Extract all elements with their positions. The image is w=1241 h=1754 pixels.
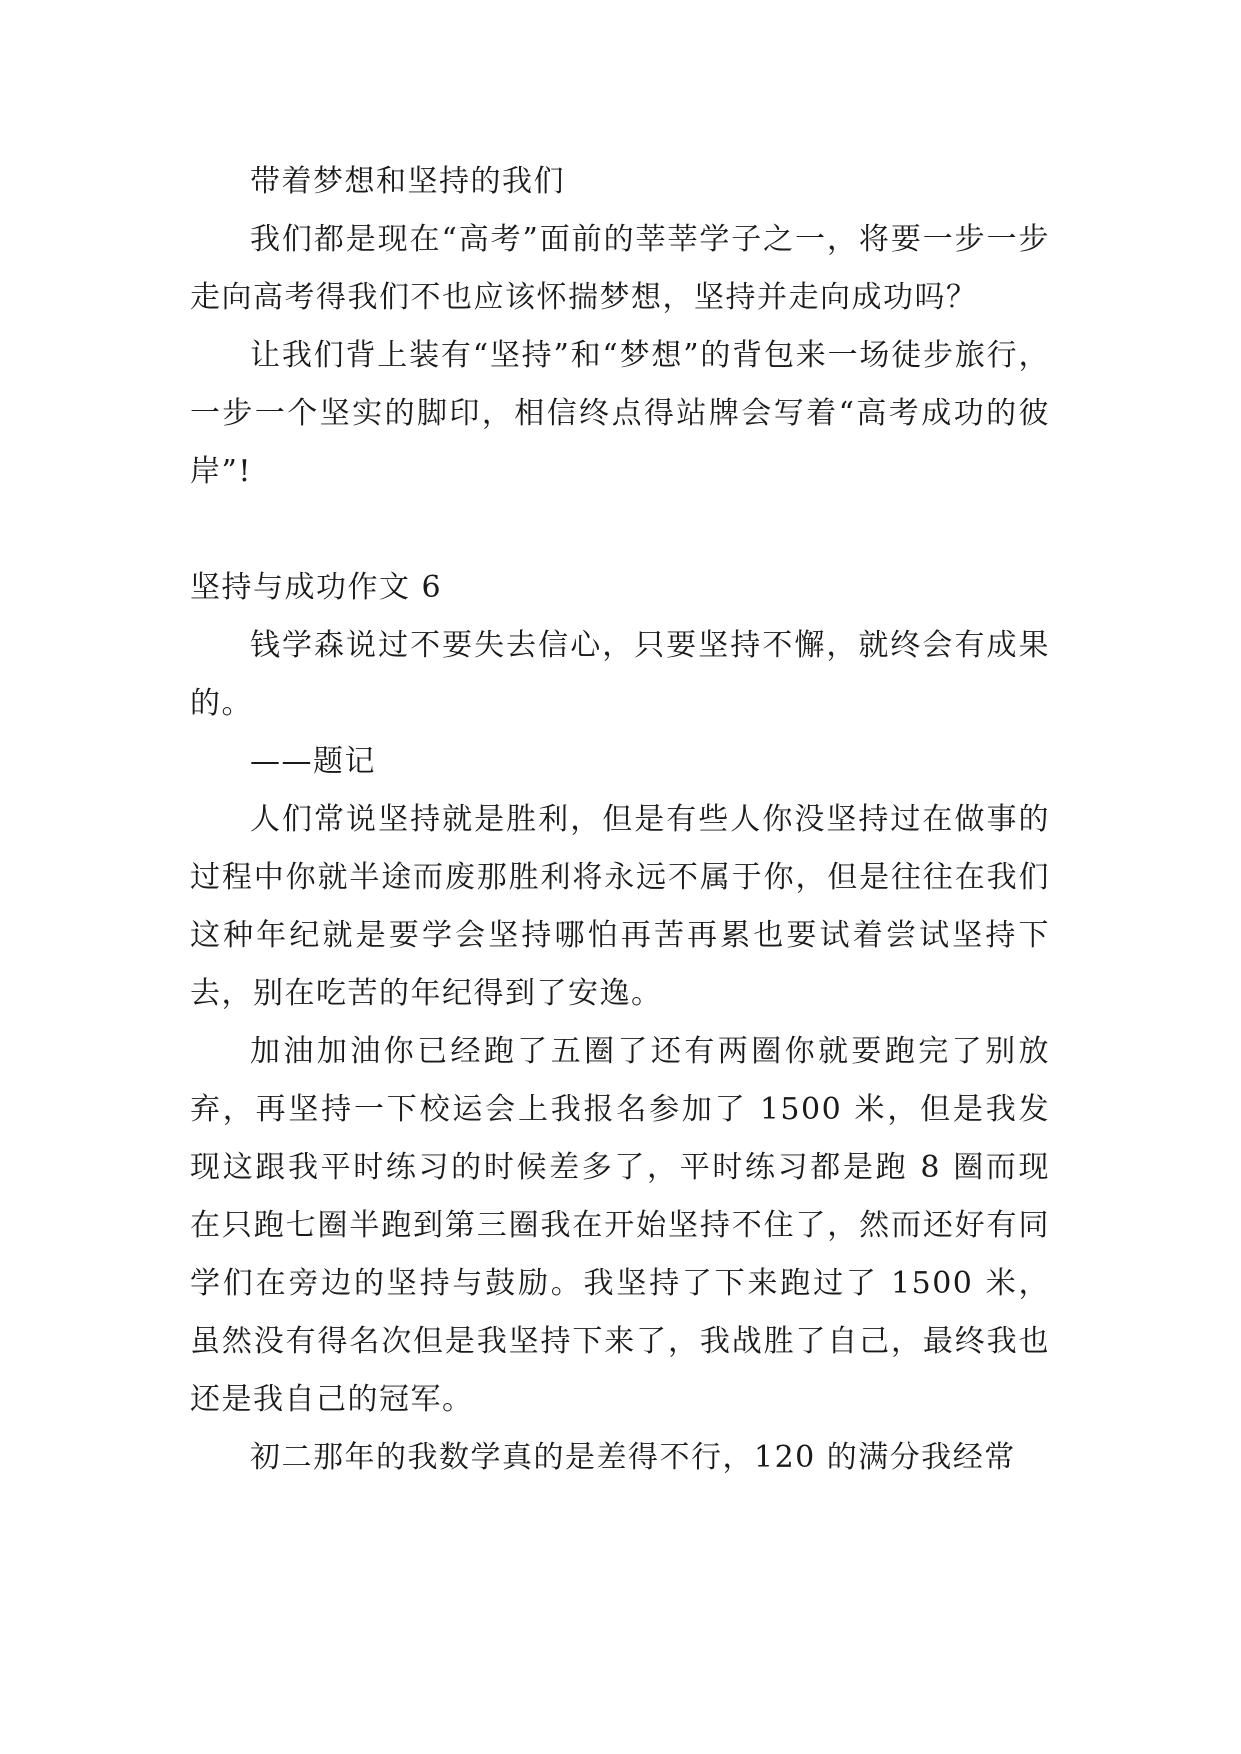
paragraph: 让我们背上装有“坚持”和“梦想”的背包来一场徒步旅行，一步一个坚实的脚印，相信终点得站牌会写着“高考成功的彼岸”! bbox=[190, 338, 1050, 489]
section-title: 带着梦想和坚持的我们 bbox=[250, 164, 565, 199]
paragraph: 我们都是现在“高考”面前的莘莘学子之一，将要一步一步走向高考得我们不也应该怀揣梦想，坚持并走向成功吗？ bbox=[190, 222, 1050, 315]
paragraph: 人们常说坚持就是胜利，但是有些人你没坚持过在做事的过程中你就半途而废那胜利将永远不属于你，但是往往在我们这种年纪就是要学会坚持哪怕再苦再累也要试着尝试坚持下去，别在吃苦的年纪得到了安逸。 bbox=[190, 802, 1050, 1011]
section-heading: 坚持与成功作文 6 bbox=[190, 570, 443, 605]
epigraph: 钱学森说过不要失去信心，只要坚持不懈，就终会有成果的。 bbox=[190, 628, 1050, 721]
paragraph: 初二那年的我数学真的是差得不行，120 的满分我经常 bbox=[250, 1440, 1016, 1475]
epigraph-attribution: ——题记 bbox=[250, 744, 376, 779]
document-body bbox=[190, 153, 1050, 1487]
paragraph: 加油加油你已经跑了五圈了还有两圈你就要跑完了别放弃，再坚持一下校运会上我报名参加了 1500 米，但是我发现这跟我平时练习的时候差多了，平时练习都是跑 8 圈而现在只跑七圈半跑到第三圈我在开始坚持不住了，然而还好有同学们在旁边的坚持与鼓励。我坚持了下来跑过了 1500 米，虽然没有得名次但是我坚持下来了，我战胜了自己，最终我也还是我自己的冠军。 bbox=[190, 1034, 1050, 1417]
section-gap bbox=[190, 501, 1050, 559]
